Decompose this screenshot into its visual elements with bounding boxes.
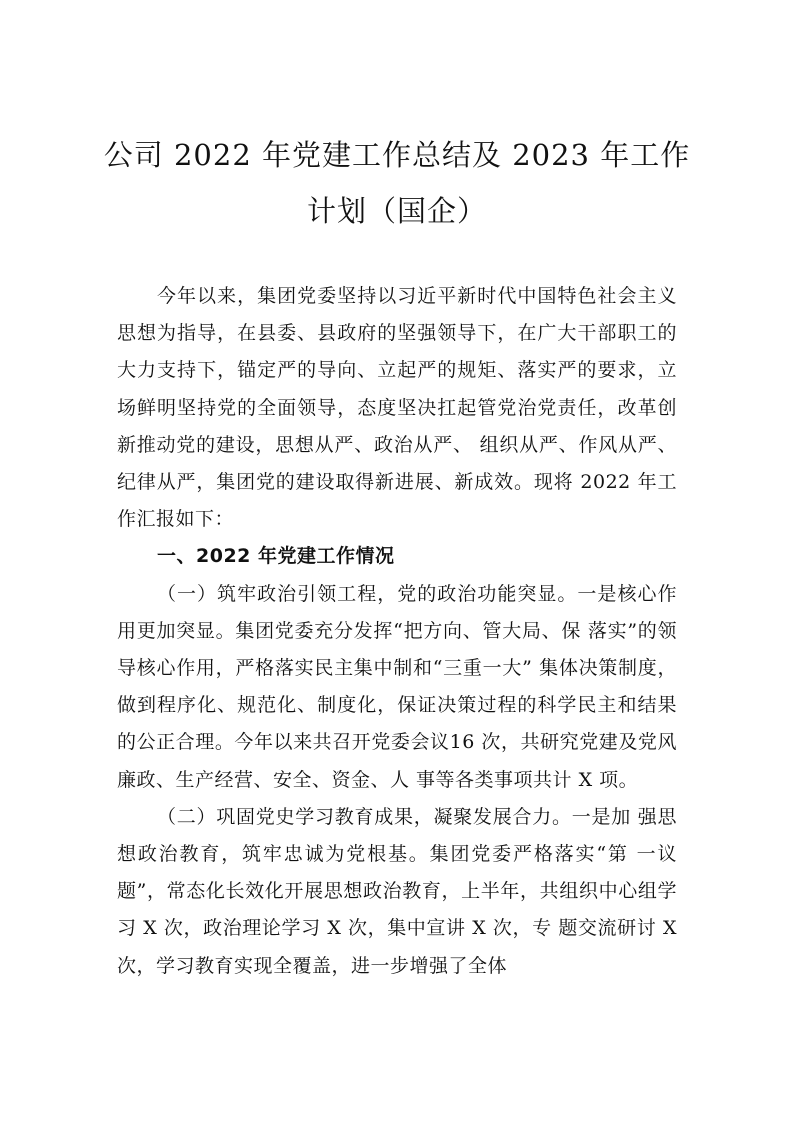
paragraph-1: （一）筑牢政治引领工程，党的政治功能突显。一是核心作用更加突显。集团党委充分发挥“把方向、管大局、保 落实”的领导核心作用，严格落实民主集中制和“三重一大” 集体决策制度，做到程序化、规范化、制度化，保证决策过程的科学民主和结果的公正合理。今年以来共召开党委会议16 次，共研究党建及党风廉政、生产经营、安全、资金、人 事等各类事项共计 X 项。 [117, 582, 677, 791]
document-title [100, 127, 694, 239]
section-heading-1: 一、2022 年党建工作情况 [157, 545, 395, 568]
title-line-2: 计划（国企） [306, 194, 487, 228]
paragraph-2: （二）巩固党史学习教育成果，凝聚发展合力。一是加 强思想政治教育，筑牢忠诚为党根基。集团党委严格落实“第 一议题”，常态化长效化开展思想政治教育，上半年，共组织中心组学习 X 次，政治理论学习 X 次，集中宣讲 X 次，专 题交流研讨 X 次，学习教育实现全覆盖，进一步增强了全体 [117, 805, 677, 977]
title-line-1: 公司 2022 年党建工作总结及 2023 年工作 [103, 138, 691, 172]
intro-paragraph: 今年以来，集团党委坚持以习近平新时代中国特色社会主义思想为指导，在县委、县政府的坚强领导下，在广大干部职工的大力支持下，锚定严的导向、立起严的规矩、落实严的要求，立场鲜明坚持党的全面领导，态度坚决扛起管党治党责任，改革创新推动党的建设，思想从严、政治从严、 组织从严、作风从严、纪律从严，集团党的建设取得新进展、新成效。现将 2022 年工作汇报如下： [117, 285, 677, 531]
document-body [117, 278, 677, 985]
